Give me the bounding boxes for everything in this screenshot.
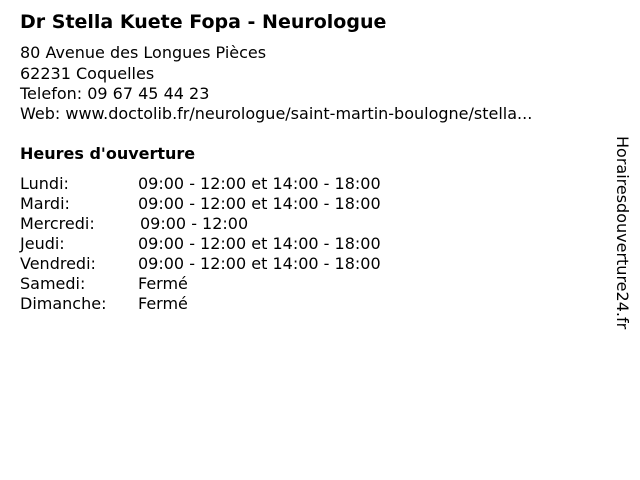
phone-number[interactable]: Telefon: 09 67 45 44 23 [20, 84, 210, 103]
day-label: Jeudi: [20, 234, 65, 253]
address-street: 80 Avenue des Longues Pièces [20, 43, 267, 62]
website-link[interactable]: Web: www.doctolib.fr/neurologue/saint-martin-boulogne/stella... [20, 104, 533, 123]
day-label: Mercredi: [20, 214, 95, 233]
address-city: 62231 Coquelles [20, 64, 155, 83]
page-title: Dr Stella Kuete Fopa - Neurologue [20, 11, 387, 33]
day-label: Vendredi: [20, 254, 96, 273]
time-value: 09:00 - 12:00 et 14:00 - 18:00 [138, 174, 381, 193]
site-watermark: Horairesdouverture24.fr [613, 136, 632, 330]
time-value: 09:00 - 12:00 et 14:00 - 18:00 [138, 254, 381, 273]
day-label: Lundi: [20, 174, 69, 193]
day-label: Samedi: [20, 274, 86, 293]
day-label: Mardi: [20, 194, 70, 213]
time-value: 09:00 - 12:00 et 14:00 - 18:00 [138, 194, 381, 213]
time-value: 09:00 - 12:00 et 14:00 - 18:00 [138, 234, 381, 253]
time-value: 09:00 - 12:00 [140, 214, 249, 233]
time-value: Fermé [138, 274, 188, 293]
time-value: Fermé [138, 294, 188, 313]
day-label: Dimanche: [20, 294, 107, 313]
opening-hours-heading: Heures d'ouverture [20, 144, 196, 163]
